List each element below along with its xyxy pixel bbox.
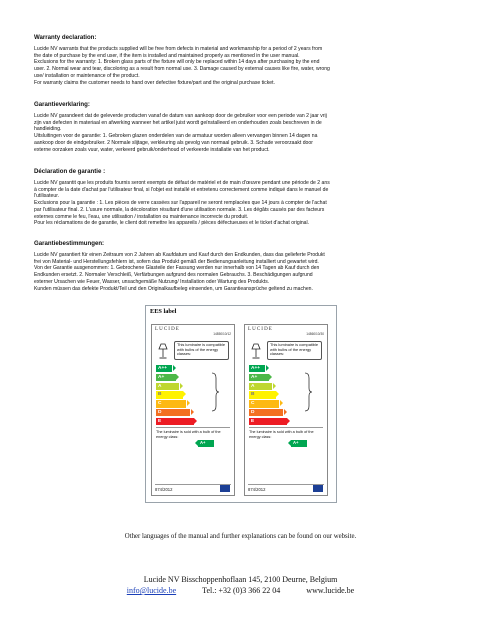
- body-line: par l'utilisateur final. 2. L'usure normale, la décoloration résultant d'une utilisation normale. 3. Les dégâts causés par des facteurs: [34, 206, 325, 213]
- energy-class-bar: B: [156, 391, 183, 398]
- eu-flag-icon: [220, 485, 230, 492]
- brand-logo: LUCIDE: [155, 327, 180, 332]
- energy-class-bar: A: [249, 383, 272, 390]
- brand-logo: LUCIDE: [248, 327, 273, 332]
- body-line: aankoop door de eindgebruiker. 2 Normale slijtage, verkleuring als gevolg van normaal gebruik. 3. Schade veroorzaakt door: [34, 139, 313, 146]
- brace-icon: [303, 372, 313, 412]
- section-title: Garantieverklaring:: [34, 101, 90, 108]
- regulation-number: 874/2012: [248, 484, 324, 492]
- body-line: the date of purchase by the end user, if the item is installed and maintained properly as mentioned in the user manual.: [34, 52, 300, 59]
- body-line: Uitsluitingen voor de garantie: 1. Gebroken glazen onderdelen van de armatuur worden alleen vervangen binnen 14 dagen na: [34, 133, 318, 140]
- body-line: Endkunden ersetzt. 2. Normaler Verschleiß, Verfärbungen aufgrund des normalen Gebrauchs. 3. Beschädigungen aufgrund: [34, 272, 313, 279]
- energy-class-bar: D: [249, 409, 283, 416]
- energy-class-bar: B: [249, 391, 276, 398]
- body-line: l'utilisateur.: [34, 193, 60, 200]
- section-title: Déclaration de garantie :: [34, 168, 106, 175]
- compatibility-text: This luminaire is compatible with bulbs of the energy classes:: [267, 341, 322, 360]
- section-body: [34, 252, 454, 292]
- body-line: handleiding.: [34, 126, 62, 133]
- sold-with-text: The luminaire is sold with a bulb of the energy class:: [156, 427, 230, 439]
- website-link[interactable]: www.lucide.be: [306, 586, 355, 595]
- body-line: Von der Garantie ausgenommen: 1. Gebrochene Glasteile der Fassung werden nur innerhalb von 14 Tagen ab Kauf durch den: [34, 265, 320, 272]
- body-line: frei von Material- und Herstellungsfehlern ist, sofern das Produkt gemäß der Bedienungsanleitung installiert und gewartet wird.: [34, 258, 319, 265]
- regulation-number: 874/2012: [155, 484, 231, 492]
- energy-class-bar: A+: [249, 374, 269, 381]
- warranty-section-en: [34, 34, 454, 86]
- body-line: externes comme le feu, l'eau, une utilisation / installation ou maintenance incorrecte du produit.: [34, 213, 249, 220]
- energy-class-bar: C: [249, 400, 279, 407]
- body-line: Lucide NV warrants that the products supplied will be free from defects in material and workmanship for a period of 2 years from: [34, 46, 323, 52]
- energy-label: [151, 324, 235, 496]
- sold-class-badge: A+: [291, 440, 307, 447]
- energy-class-bar: A++: [249, 365, 265, 372]
- phone-number: Tel.: +32 (0)3 366 22 04: [202, 586, 281, 595]
- brace-icon: [210, 372, 220, 412]
- energy-class-scale: [156, 365, 196, 426]
- body-line: zijn van defecten in materiaal en afwerking wanneer het artikel juist wordt geïnstalleerd en onderhouden zoals beschreven in de: [34, 119, 322, 126]
- ees-label-box: [145, 305, 337, 503]
- section-title: Warranty declaration:: [34, 34, 97, 41]
- ees-title: EES label: [150, 308, 177, 315]
- warranty-section-fr: [34, 168, 454, 227]
- body-line: externer Ursachen wie Feuer, Wasser, unsachgemäße Nutzung/ Installation oder Wartung des Produkts.: [34, 278, 270, 285]
- product-code: 14860/10/30: [306, 332, 324, 336]
- energy-class-bar: A++: [156, 365, 172, 372]
- body-line: use/ installation or maintenance of the product.: [34, 72, 140, 79]
- section-body: [34, 113, 454, 153]
- body-line: Pour les réclamations de de garantie, le client doit remettre les appareils / pièces défectueuses et le ticket d'achat original.: [34, 220, 310, 227]
- email-link[interactable]: info@lucide.be: [126, 586, 177, 595]
- section-title: Garantiebestimmungen:: [34, 240, 105, 247]
- body-line: Lucide NV garandeert dat de geleverde producten vanaf de datum van aankoop door de gebruiker voor een periode van 2 jaar vrij: [34, 113, 327, 119]
- energy-class-bar: A: [156, 383, 179, 390]
- lamp-icon: [249, 342, 263, 360]
- product-code: 14850/10/12: [213, 332, 231, 336]
- body-line: Exclusions for the warranty: 1. Broken glass parts of the fixture will only be replaced within 14 days after purchasing by the end: [34, 59, 320, 66]
- more-info-text: Other languages of the manual and further explanations can be found on our website.: [124, 533, 357, 540]
- body-line: à compter de la date d'achat par l'utilisateur final, si l'objet est installé et entretenu correctement comme indiqué dans le manuel de: [34, 186, 329, 193]
- footer-address: Lucide NV Bisschoppenhoflaan 145, 2100 Deurne, Belgium: [143, 575, 338, 584]
- compatibility-text: This luminaire is compatible with bulbs of the energy classes:: [174, 341, 229, 360]
- body-line: externe oorzaken zoals vuur, water, verkeerd gebruik/onderhoud of verkeerde installatie van het product.: [34, 146, 270, 153]
- footer-contact: [0, 586, 481, 595]
- energy-class-bar: D: [156, 409, 190, 416]
- energy-label: [244, 324, 328, 496]
- warranty-section-de: [34, 240, 454, 292]
- energy-class-bar: A+: [156, 374, 176, 381]
- lamp-icon: [156, 342, 170, 360]
- body-line: Kunden müssen das defekte Produkt/Teil und den Originalkaufbeleg einsenden, um Garantieansprüche geltend zu machen.: [34, 285, 313, 292]
- energy-class-scale: [249, 365, 289, 426]
- body-line: For warranty claims the customer needs to hand over defective fixture/part and the original purchase ticket.: [34, 79, 275, 86]
- body-line: Exclusions pour la garantie : 1. Les pièces de verre cassées sur l'appareil ne seront remplacées que 14 jours à compter de l'achat: [34, 200, 327, 207]
- sold-with-text: The luminaire is sold with a bulb of the energy class:: [249, 427, 323, 439]
- energy-class-bar: C: [156, 400, 186, 407]
- body-line: Lucide NV garantit que les produits fournis seront exempts de défaut de matériel et de main d'œuvre pendant une période de 2 ans: [34, 180, 330, 186]
- section-body: [34, 46, 454, 86]
- body-line: user. 2. Normal wear and tear, discoloring as a result from normal use. 3. Damage caused by external causes like fire, water, wrong: [34, 66, 330, 73]
- section-body: [34, 180, 454, 227]
- energy-class-bar: E: [249, 418, 287, 425]
- energy-class-bar: E: [156, 418, 194, 425]
- warranty-section-nl: [34, 101, 454, 153]
- eu-flag-icon: [313, 485, 323, 492]
- body-line: Lucide NV garantiert für einen Zeitraum von 2 Jahren ab Kaufdatum und Kauf durch den Endkunden, dass das gelieferte Produkt: [34, 252, 325, 258]
- sold-class-badge: A+: [198, 440, 214, 447]
